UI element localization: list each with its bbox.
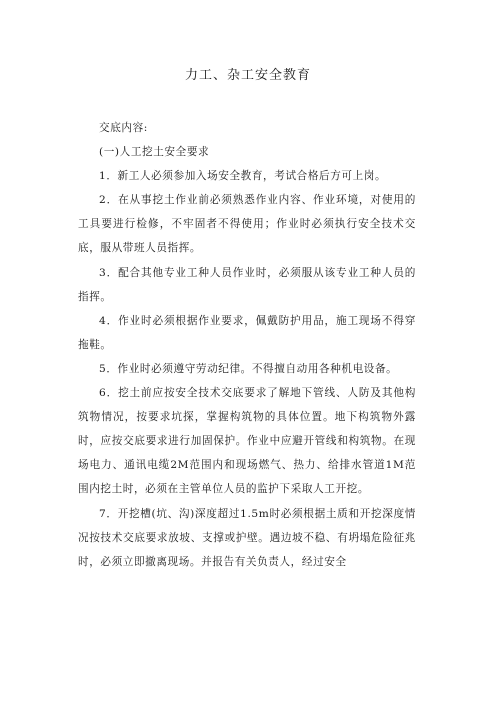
document-title: 力工、杂工安全教育: [184, 68, 311, 83]
paragraph-item-6: 6．挖土前应按安全技术交底要求了解地下管线、人防及其他构筑物情况，按要求坑探，掌握构筑物的具体位置。地下构筑物外露时，应按交底要求进行加固保护。作业中应避开管线和构筑物。在现场电力、通讯电缆2M范围内和现场燃气、热力、给排水管道1M范围内挖土时，必须在主管单位人员的监护下采取人工开挖。: [78, 387, 417, 496]
paragraph-item-1: 1．新工人必须参加入场安全教育，考试合格后方可上岗。: [99, 170, 387, 183]
paragraph-item-5: 5．作业时必须遵守劳动纪律。不得擅自动用各种机电设备。: [99, 362, 398, 375]
paragraph-item-4: 4．作业时必须根据作业要求，佩戴防护用品，施工现场不得穿拖鞋。: [78, 314, 416, 351]
document-body: [78, 116, 416, 574]
intro-label: 交底内容:: [99, 122, 148, 134]
paragraph-item-7: 7．开挖槽(坑、沟)深度超过1.5m时必须根据土质和开挖深度情况按技术交底要求放坡、支撑或护壁。遇边坡不稳、有坍塌危险征兆时，必须立即撤离现场。并报告有关负责人，经过安全: [78, 507, 416, 568]
paragraph-item-2: 2．在从事挖土作业前必须熟悉作业内容、作业环境，对使用的工具要进行检修，不牢固者不得使用；作业时必须执行安全技术交底，服从带班人员指挥。: [78, 194, 416, 255]
section-heading: (一)人工挖土安全要求: [99, 146, 210, 159]
paragraph-item-3: 3．配合其他专业工种人员作业时，必须服从该专业工种人员的指挥。: [78, 266, 416, 303]
